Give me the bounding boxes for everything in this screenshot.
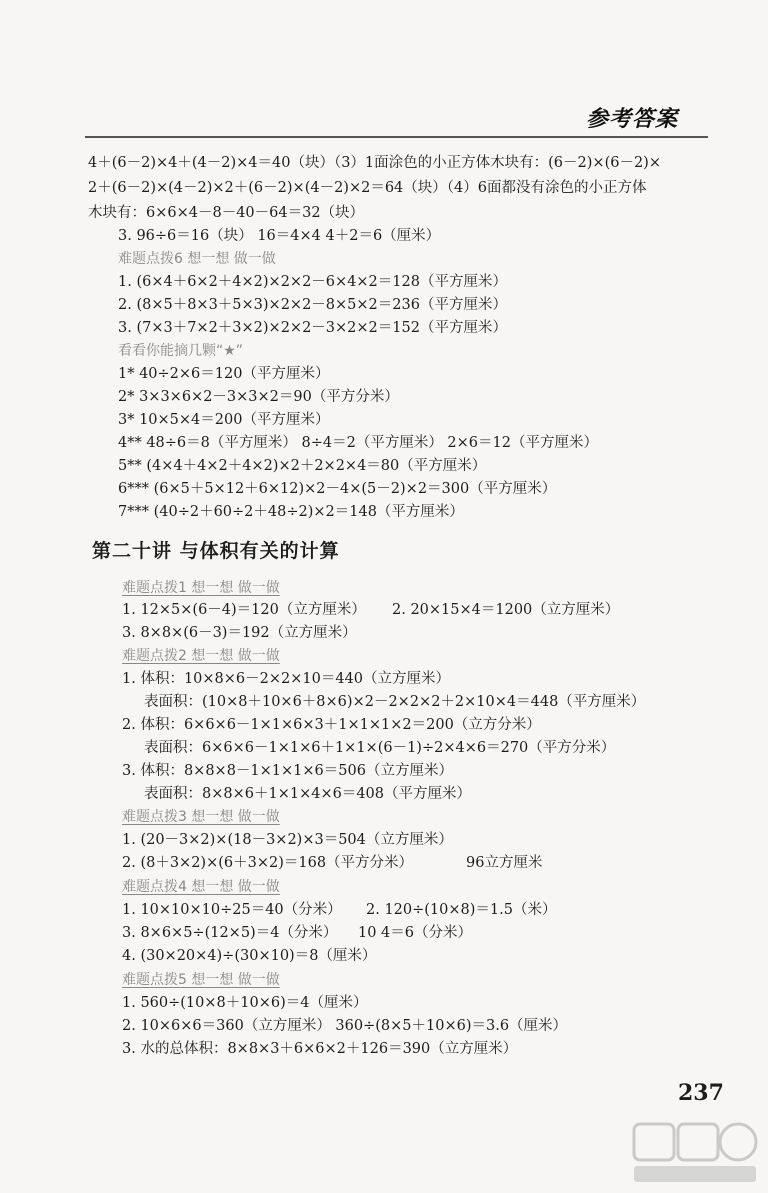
answer-line: 1* 40÷2×6＝120（平方厘米） xyxy=(118,366,330,382)
answer-line: 1. 12×5×(6－4)＝120（立方厘米） xyxy=(122,602,366,618)
header-rule xyxy=(85,136,708,138)
answer-line: 2. 20×15×4＝1200（立方厘米） xyxy=(392,602,620,618)
section-label: 难题点拨4 想一想 做一做 xyxy=(122,879,280,895)
text-line: 3. 96÷6＝16（块） 16＝4×4 4＋2＝6（厘米） xyxy=(118,228,441,244)
answer-line: 1. 10×10×10÷25＝40（分米） xyxy=(122,902,342,918)
answer-line: 4. (30×20×4)÷(30×10)＝8（厘米） xyxy=(122,948,377,964)
answer-line: 2. (8＋3×2)×(6＋3×2)＝168（平方分米） xyxy=(122,855,414,871)
section-label: 难题点拨1 想一想 做一做 xyxy=(122,580,280,596)
answer-line: 6*** (6×5＋5×12＋6×12)×2－4×(5－2)×2＝300（平方厘米） xyxy=(118,481,557,497)
answer-line: 7*** (40÷2＋60÷2＋48÷2)×2＝148（平方厘米） xyxy=(118,504,464,520)
section-label: 难题点拨5 想一想 做一做 xyxy=(122,972,280,988)
lecture-title: 第二十讲 与体积有关的计算 xyxy=(92,540,340,562)
answer-line: 3. 8×6×5÷(12×5)＝4（分米） xyxy=(122,925,338,941)
section-label: 看看你能摘几颗“★” xyxy=(118,343,244,359)
text-line: 2＋(6－2)×(4－2)×2＋(6－2)×(4－2)×2＝64（块）（4）6面都没有涂色的小正方体 xyxy=(88,180,647,196)
section-label: 难题点拨3 想一想 做一做 xyxy=(122,809,280,825)
answer-line: 2. 10×6×6＝360（立方厘米） 360÷(8×5＋10×6)＝3.6（厘米） xyxy=(122,1018,568,1034)
answer-line: 3. 水的总体积：8×8×3＋6×6×2＋126＝390（立方厘米） xyxy=(122,1041,518,1057)
answer-line: 1. (20－3×2)×(18－3×2)×3＝504（立方厘米） xyxy=(122,832,453,848)
header-title: 参考答案 xyxy=(585,107,678,132)
answer-line: 表面积：8×8×6＋1×1×4×6＝408（平方厘米） xyxy=(144,786,471,802)
answer-line: 2. 体积：6×6×6－1×1×6×3＋1×1×1×2＝200（立方分米） xyxy=(122,717,541,733)
answer-line: 3. 体积：8×8×8－1×1×1×6＝506（立方厘米） xyxy=(122,763,453,779)
answer-line: 3. 8×8×(6－3)＝192（立方厘米） xyxy=(122,625,357,641)
answer-line: 2. 120÷(10×8)＝1.5（米） xyxy=(366,902,557,918)
answer-line: 96立方厘米 xyxy=(466,855,543,871)
section-label: 难题点拨6 想一想 做一做 xyxy=(118,251,276,267)
answer-line: 1. 体积：10×8×6－2×2×10＝440（立方厘米） xyxy=(122,671,451,687)
answer-line: 1. 560÷(10×8＋10×6)＝4（厘米） xyxy=(122,995,368,1011)
answer-line: 2* 3×3×6×2－3×3×2＝90（平方分米） xyxy=(118,389,399,405)
watermark-logo xyxy=(630,1118,760,1188)
answer-line: 3* 10×5×4＝200（平方厘米） xyxy=(118,412,330,428)
text-line: 木块有：6×6×4－8－40－64＝32（块） xyxy=(88,205,365,221)
answer-line: 10 4＝6（分米） xyxy=(358,925,473,941)
text-line: 4＋(6－2)×4＋(4－2)×4＝40（块）（3）1面涂色的小正方体木块有：(6－2)×(6－2)× xyxy=(88,155,661,171)
page-number: 237 xyxy=(678,1080,724,1106)
answer-line: 2. (8×5＋8×3＋5×3)×2×2－8×5×2＝236（平方厘米） xyxy=(118,297,507,313)
answer-line: 5** (4×4＋4×2＋4×2)×2＋2×2×4＝80（平方厘米） xyxy=(118,458,487,474)
answer-line: 3. (7×3＋7×2＋3×2)×2×2－3×2×2＝152（平方厘米） xyxy=(118,320,507,336)
section-label: 难题点拨2 想一想 做一做 xyxy=(122,648,280,664)
answer-line: 4** 48÷6＝8（平方厘米） 8÷4＝2（平方厘米） 2×6＝12（平方厘米） xyxy=(118,435,598,451)
answer-line: 表面积：6×6×6－1×1×6＋1×1×(6－1)÷2×4×6＝270（平方分米） xyxy=(144,740,616,756)
answer-line: 表面积：(10×8＋10×6＋8×6)×2－2×2×2＋2×10×4＝448（平方厘米） xyxy=(144,694,646,710)
answer-line: 1. (6×4＋6×2＋4×2)×2×2－6×4×2＝128（平方厘米） xyxy=(118,274,507,290)
